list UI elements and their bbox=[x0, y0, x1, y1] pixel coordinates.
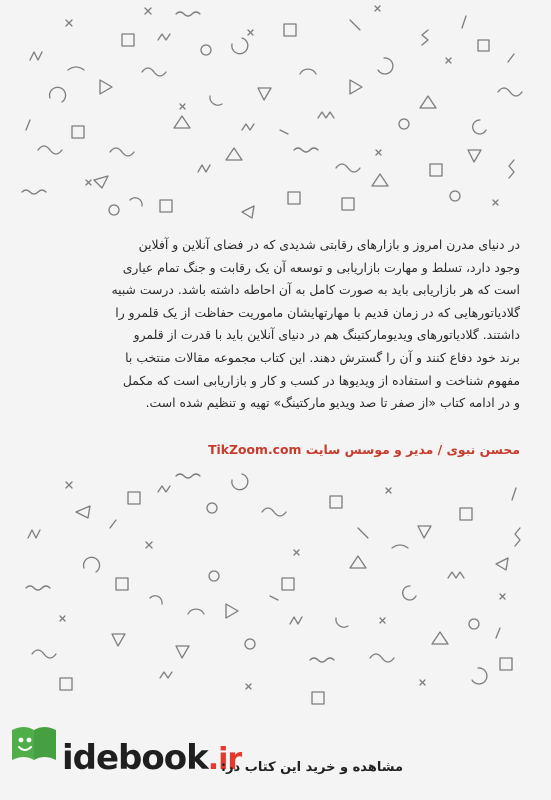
geometric-pattern-icon bbox=[0, 0, 551, 228]
decorative-pattern-bottom bbox=[0, 468, 551, 708]
open-book-logo-icon bbox=[10, 722, 58, 762]
brand-name: idebook bbox=[62, 738, 208, 778]
description-line: است که هر بازاریابی باید به صورت کامل به آن احاطه داشته باشد. درست شبیه bbox=[111, 282, 520, 298]
footer bbox=[0, 712, 551, 800]
geometric-pattern-icon bbox=[0, 468, 551, 708]
description-line: گلادیاتورهایی که در زمان قدیم با مهارتهایشان ماموریت حفاظت از یک قلمرو را bbox=[115, 304, 520, 320]
description-line: برند خود دفاع کنند و آن را گسترش دهند. این کتاب مجموعه مقالات منتخب با bbox=[125, 349, 520, 365]
description-line: در دنیای مدرن امروز و بازارهای رقابتی شدیدی که در فضای آنلاین و آفلاین bbox=[138, 237, 520, 252]
idebook-logo[interactable] bbox=[62, 738, 241, 780]
purchase-cta: مشاهده و خرید این کتاب در: bbox=[220, 760, 403, 775]
description-line: داشتند. گلادیاتورهای ویدیومارکتینگ هم در دنیای آنلاین باید با قدرت از قلمرو bbox=[133, 327, 520, 343]
description-line: مفهوم شناخت و استفاده از ویدیوها در کسب و کار و بازاریابی است که مکمل bbox=[122, 372, 520, 388]
book-description bbox=[60, 234, 520, 415]
description-line: وجود دارد، تسلط و مهارت بازاریابی و توسعه آن یک رقابت و جنگ تمام عیاری bbox=[122, 259, 520, 275]
author-signature: محسن نبوی / مدیر و موسس سایت TikZoom.com bbox=[208, 442, 520, 457]
description-line: و در ادامه کتاب «از صفر تا صد ویدیو مارکتینگ» تهیه و تنظیم شده است. bbox=[145, 395, 520, 411]
brand-tld: .ir bbox=[207, 742, 242, 777]
decorative-pattern-top bbox=[0, 0, 551, 228]
